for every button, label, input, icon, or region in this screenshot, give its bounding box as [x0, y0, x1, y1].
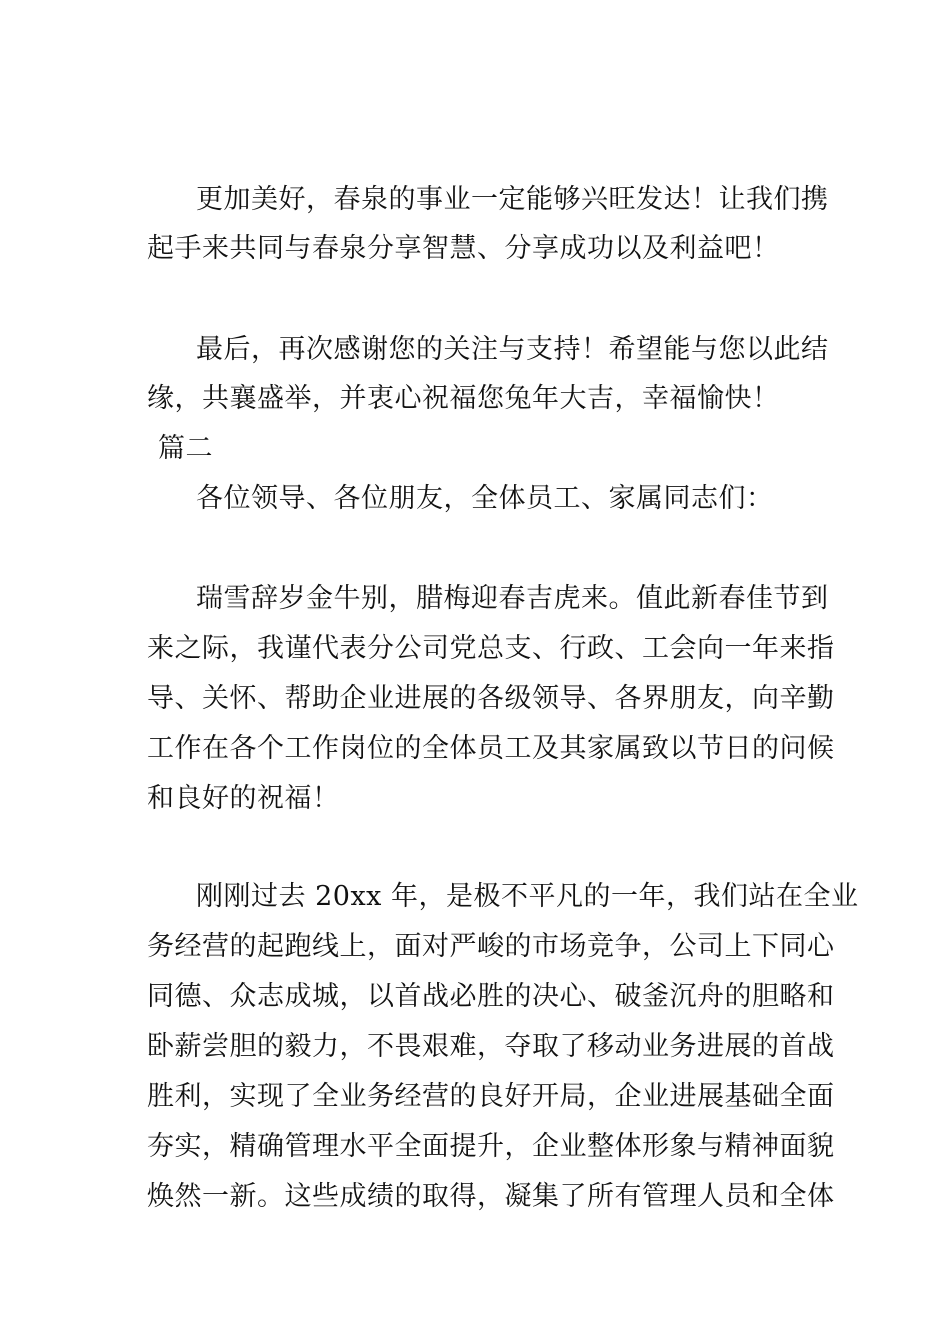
paragraph-3-line-3: 导、关怀、帮助企业进展的各级领导、各界朋友，向辛勤 — [147, 683, 835, 714]
paragraph-4-line-6: 夯实，精确管理水平全面提升，企业整体形象与精神面貌 — [147, 1131, 835, 1162]
paragraph-1-line-2: 起手来共同与春泉分享智慧、分享成功以及利益吧！ — [147, 233, 780, 264]
paragraph-4-line-7: 焕然一新。这些成绩的取得，凝集了所有管理人员和全体 — [147, 1181, 835, 1212]
greeting-line: 各位领导、各位朋友，全体员工、家属同志们： — [196, 483, 774, 514]
paragraph-4-line-2: 务经营的起跑线上，面对严峻的市场竞争，公司上下同心 — [147, 931, 835, 962]
paragraph-1-line-1: 更加美好，春泉的事业一定能够兴旺发达！让我们携 — [196, 184, 829, 215]
paragraph-3-line-5: 和良好的祝福！ — [147, 783, 340, 814]
paragraph-4-line-1: 刚刚过去 20xx 年，是极不平凡的一年，我们站在全业 — [196, 881, 859, 912]
section-heading: 篇二 — [158, 433, 213, 464]
paragraph-4-line-5: 胜利，实现了全业务经营的良好开局，企业进展基础全面 — [147, 1081, 835, 1112]
paragraph-3-line-2: 来之际，我谨代表分公司党总支、行政、工会向一年来指 — [147, 633, 835, 664]
paragraph-2-line-1: 最后，再次感谢您的关注与支持！希望能与您以此结 — [196, 334, 829, 365]
paragraph-2-line-2: 缘，共襄盛举，并衷心祝福您兔年大吉，幸福愉快！ — [147, 383, 780, 414]
paragraph-3-line-4: 工作在各个工作岗位的全体员工及其家属致以节日的问候 — [147, 733, 835, 764]
paragraph-3-line-1: 瑞雪辞岁金牛别，腊梅迎春吉虎来。值此新春佳节到 — [196, 583, 829, 614]
paragraph-4-line-3: 同德、众志成城，以首战必胜的决心、破釜沉舟的胆略和 — [147, 981, 835, 1012]
paragraph-4-line-4: 卧薪尝胆的毅力，不畏艰难，夺取了移动业务进展的首战 — [147, 1031, 835, 1062]
